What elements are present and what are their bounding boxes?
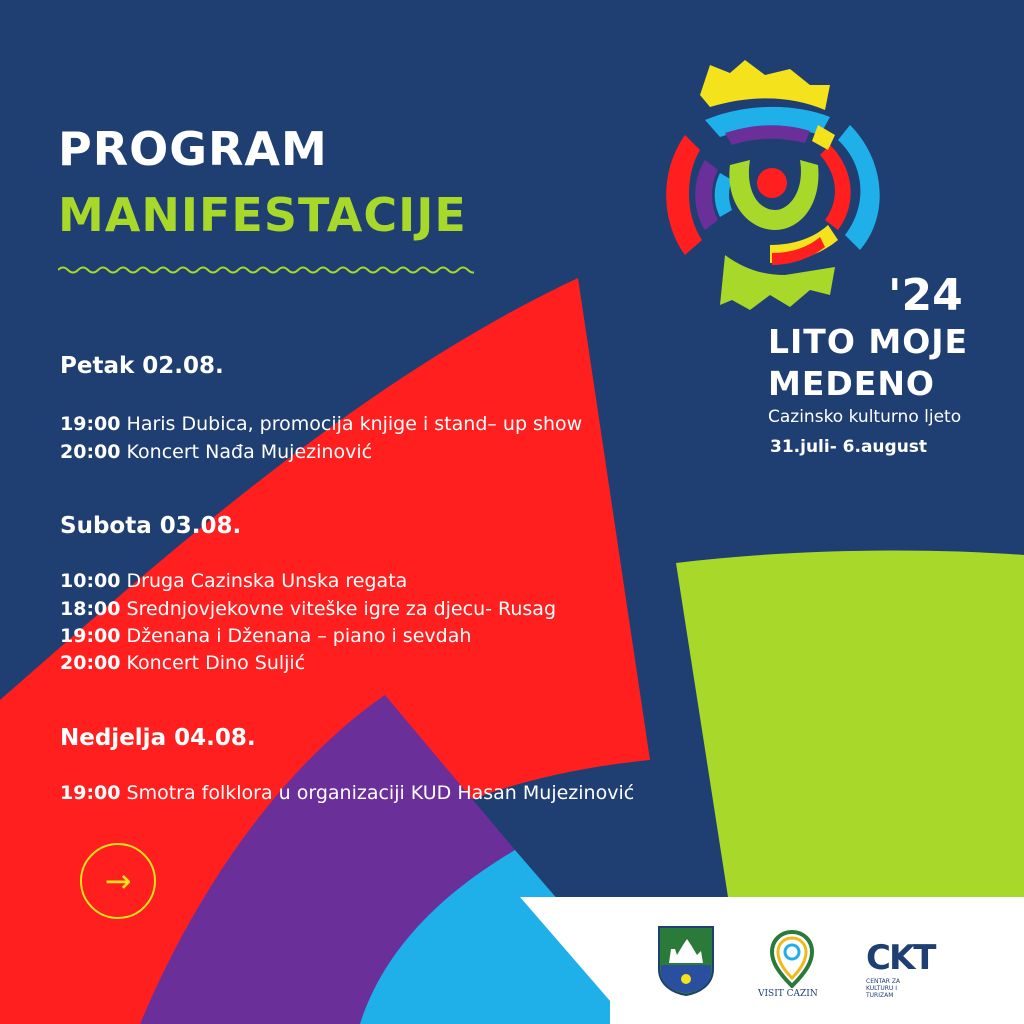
day-heading-saturday: Subota 03.08.	[60, 513, 242, 539]
event-text: Koncert Nađa Mujezinović	[126, 441, 373, 463]
event-text: Koncert Dino Suljić	[126, 652, 306, 674]
event-time: 19:00	[60, 782, 121, 804]
festival-logo-icon	[650, 55, 900, 315]
lime-block-shape	[676, 550, 1024, 897]
festival-dates: 31.juli- 6.august	[770, 437, 928, 457]
coat-of-arms-icon	[657, 925, 715, 997]
event-time: 20:00	[60, 652, 121, 674]
festival-subtitle: Cazinsko kulturno ljeto	[768, 407, 962, 427]
event-item	[60, 652, 305, 674]
event-item	[60, 570, 407, 592]
event-time: 19:00	[60, 413, 121, 435]
event-item	[60, 441, 372, 463]
event-text: Haris Dubica, promocija knjige i stand– up show	[126, 413, 583, 435]
ckt-logo-text: CKT	[866, 938, 935, 978]
event-item	[60, 598, 556, 620]
event-item	[60, 625, 471, 647]
event-time: 18:00	[60, 598, 121, 620]
event-text: Dženana i Dženana – piano i sevdah	[126, 625, 472, 647]
event-time: 10:00	[60, 570, 121, 592]
event-text: Smotra folklora u organizaciji KUD Hasan Mujezinović	[126, 782, 635, 804]
visit-cazin-label: VISIT CAZIN	[758, 989, 818, 999]
visit-cazin-logo-icon	[768, 930, 816, 988]
event-text: Srednjovjekovne viteške igre za djecu- Rusag	[126, 598, 556, 620]
day-heading-sunday: Nedjelja 04.08.	[60, 725, 256, 751]
page-title: PROGRAM	[58, 122, 328, 176]
event-item	[60, 413, 582, 435]
day-heading-friday: Petak 02.08.	[60, 353, 224, 379]
event-item	[60, 782, 634, 804]
arrow-right-icon: →	[104, 862, 132, 900]
festival-name-line2: MEDENO	[768, 364, 935, 403]
festival-name-line1: LITO MOJE	[768, 322, 969, 361]
event-time: 19:00	[60, 625, 121, 647]
ckt-full-name: CENTAR ZA KULTURU I TURIZAM	[866, 978, 901, 999]
event-text: Druga Cazinska Unska regata	[126, 570, 408, 592]
event-time: 20:00	[60, 441, 121, 463]
page-subtitle: MANIFESTACIJE	[58, 188, 467, 242]
festival-year: '24	[888, 270, 963, 321]
wave-divider	[58, 264, 474, 276]
